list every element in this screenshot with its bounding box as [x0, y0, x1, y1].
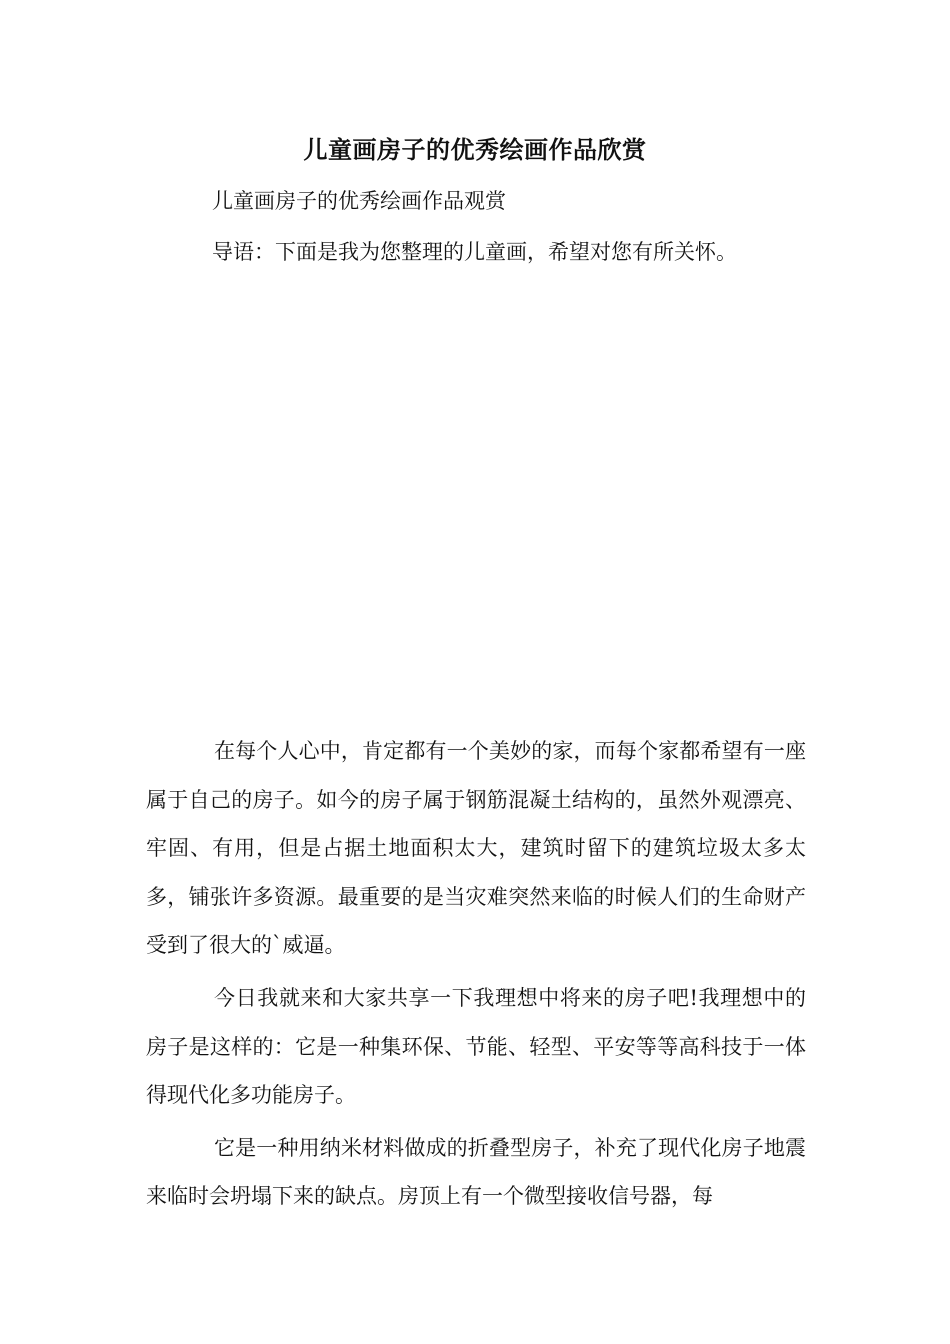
document-title: 儿童画房子的优秀绘画作品欣赏	[303, 135, 647, 164]
document-lead: 导语：下面是我为您整理的儿童画，希望对您有所关怀。	[212, 240, 737, 264]
document-body	[146, 727, 806, 1225]
document-subtitle: 儿童画房子的优秀绘画作品观赏	[212, 189, 506, 213]
paragraph-3: 它是一种用纳米材料做成的折叠型房子，补充了现代化房子地震来临时会坍塌下来的缺点。房顶上有一个微型接收信号器，每	[146, 1135, 806, 1209]
blank-image-area	[146, 290, 806, 710]
paragraph-1: 在每个人心中，肯定都有一个美妙的家，而每个家都希望有一座属于自己的房子。如今的房子属于钢筋混凝土结构的，虽然外观漂亮、牢固、有用，但是占据土地面积太大，建筑时留下的建筑垃圾太多太多，铺张许多资源。最重要的是当灾难突然来临的时候人们的生命财产受到了很大的`威逼。	[146, 739, 806, 958]
paragraph-2: 今日我就来和大家共享一下我理想中将来的房子吧!我理想中的房子是这样的：它是一种集环保、节能、轻型、平安等等高科技于一体得现代化多功能房子。	[146, 985, 806, 1108]
